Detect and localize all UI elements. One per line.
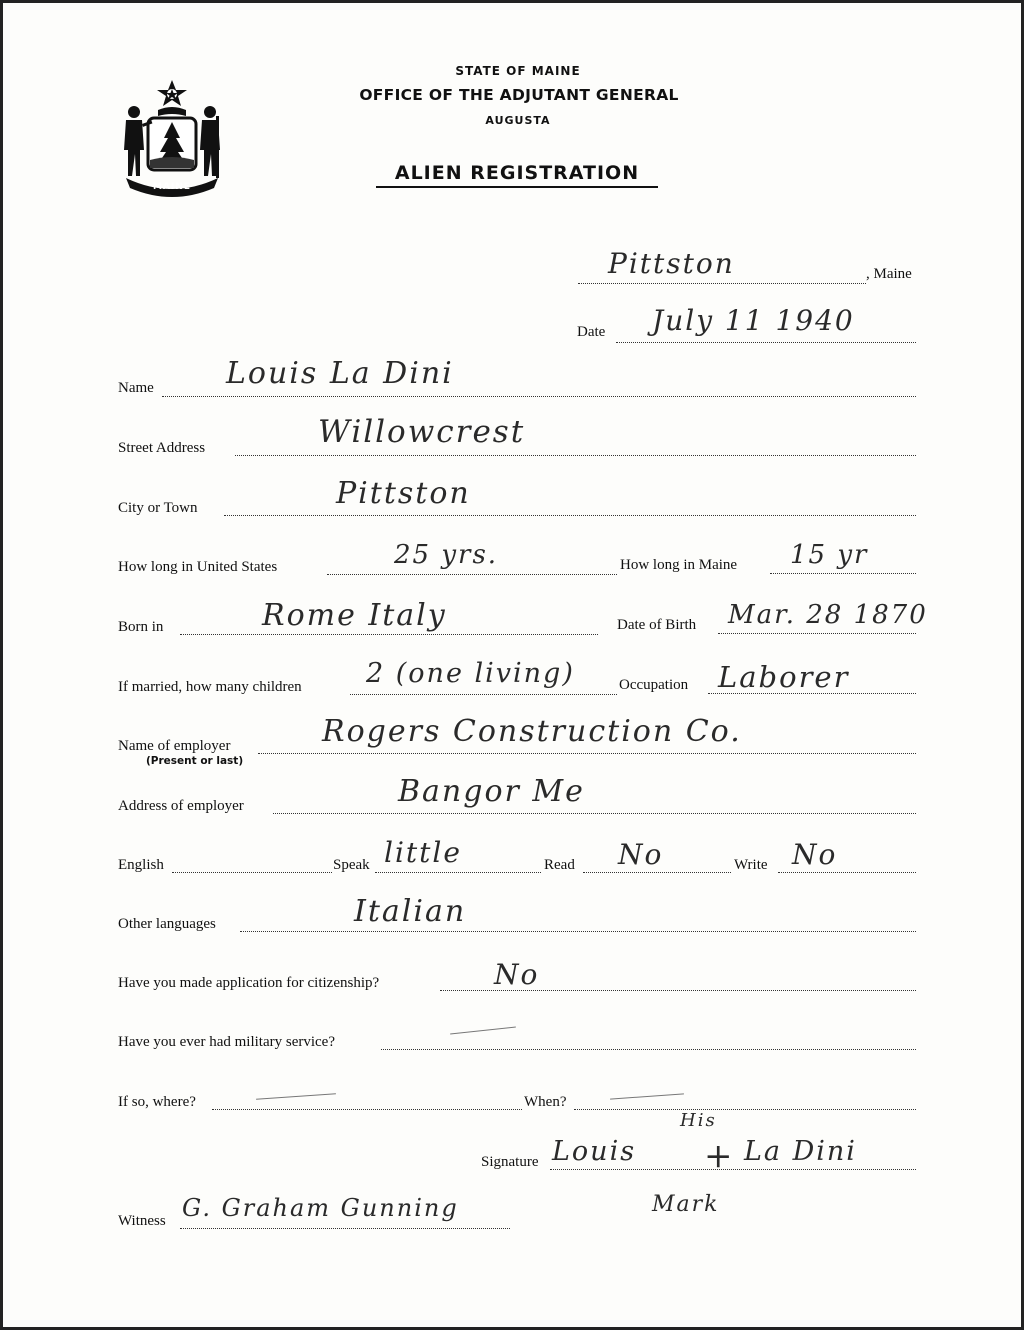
- witness-line: [180, 1228, 510, 1229]
- how-long-maine-value: 15 yr: [790, 540, 869, 570]
- street-value: Willowcrest: [318, 414, 526, 450]
- office-heading: OFFICE OF THE ADJUTANT GENERAL: [359, 86, 679, 104]
- born-in-line: [180, 634, 598, 635]
- employer-line: [258, 753, 916, 754]
- english-line: [172, 872, 332, 873]
- street-line: [235, 455, 916, 456]
- employer-note: (Present or last): [146, 755, 244, 767]
- maine-state-seal-icon: [118, 76, 226, 198]
- write-line: [778, 872, 916, 873]
- name-line: [162, 396, 916, 397]
- born-in-value: Rome Italy: [262, 598, 447, 633]
- where-label: If so, where?: [118, 1094, 196, 1110]
- how-long-maine-label: How long in Maine: [620, 557, 738, 573]
- how-long-us-label: How long in United States: [118, 559, 278, 575]
- read-value: No: [618, 838, 664, 871]
- city-label: City or Town: [118, 500, 198, 516]
- town-line: [578, 283, 866, 284]
- employer-address-line: [273, 813, 916, 814]
- date-value: July 11 1940: [652, 304, 855, 337]
- name-value: Louis La Dini: [226, 356, 454, 391]
- date-of-birth-value: Mar. 28 1870: [728, 600, 928, 630]
- english-label: English: [118, 857, 164, 873]
- children-label: If married, how many children: [118, 679, 302, 695]
- where-dash: [256, 1093, 336, 1100]
- city-value: Pittston: [336, 476, 471, 511]
- children-line: [350, 694, 617, 695]
- employer-value: Rogers Construction Co.: [322, 714, 742, 749]
- military-line: [381, 1049, 916, 1050]
- scan-border-left: [0, 0, 3, 1330]
- maine-label: , Maine: [866, 266, 912, 282]
- city-line: [224, 515, 916, 516]
- witness-label: Witness: [118, 1213, 166, 1229]
- other-languages-label: Other languages: [118, 916, 216, 932]
- military-label: Have you ever had military service?: [118, 1034, 335, 1050]
- read-label: Read: [544, 857, 575, 873]
- street-label: Street Address: [118, 440, 206, 456]
- how-long-us-line: [327, 574, 617, 575]
- employer-address-label: Address of employer: [118, 798, 244, 814]
- occupation-value: Laborer: [718, 660, 850, 694]
- date-line: [616, 342, 916, 343]
- signature-mark-value: +: [704, 1136, 733, 1176]
- speak-label: Speak: [333, 857, 370, 873]
- speak-line: [375, 872, 541, 873]
- scan-border-top: [0, 0, 1024, 3]
- state-heading: STATE OF MAINE: [455, 64, 581, 78]
- military-dash: [450, 1027, 516, 1035]
- signature-label: Signature: [481, 1154, 539, 1170]
- born-in-label: Born in: [118, 619, 164, 635]
- date-of-birth-label: Date of Birth: [617, 617, 697, 633]
- citizenship-value: No: [494, 958, 540, 991]
- signature-last-value: La Dini: [744, 1136, 857, 1167]
- signature-his-value: His: [680, 1110, 717, 1131]
- speak-value: little: [384, 836, 462, 869]
- other-languages-line: [240, 931, 916, 932]
- signature-mark-word-value: Mark: [652, 1192, 720, 1217]
- employer-address-value: Bangor Me: [398, 774, 585, 809]
- when-line: [574, 1109, 916, 1110]
- svg-text:MAINE: MAINE: [153, 182, 191, 192]
- town-value: Pittston: [608, 247, 735, 280]
- name-label: Name: [118, 380, 154, 396]
- form-title: ALIEN REGISTRATION: [376, 162, 658, 188]
- read-line: [583, 872, 731, 873]
- date-of-birth-line: [718, 633, 916, 634]
- where-line: [212, 1109, 522, 1110]
- date-label: Date: [577, 324, 606, 340]
- children-value: 2 (one living): [366, 658, 575, 689]
- occupation-label: Occupation: [619, 677, 689, 693]
- employer-label: Name of employer: [118, 738, 231, 754]
- citizenship-label: Have you made application for citizenship?: [118, 975, 380, 991]
- signature-line: [550, 1169, 916, 1170]
- witness-value: G. Graham Gunning: [182, 1194, 459, 1222]
- how-long-maine-line: [770, 573, 916, 574]
- when-dash: [610, 1093, 684, 1099]
- write-label: Write: [734, 857, 768, 873]
- city-heading: AUGUSTA: [485, 114, 551, 127]
- how-long-us-value: 25 yrs.: [394, 540, 499, 570]
- write-value: No: [792, 838, 838, 871]
- signature-first-value: Louis: [552, 1136, 637, 1167]
- when-label: When?: [524, 1094, 567, 1110]
- other-languages-value: Italian: [354, 894, 467, 929]
